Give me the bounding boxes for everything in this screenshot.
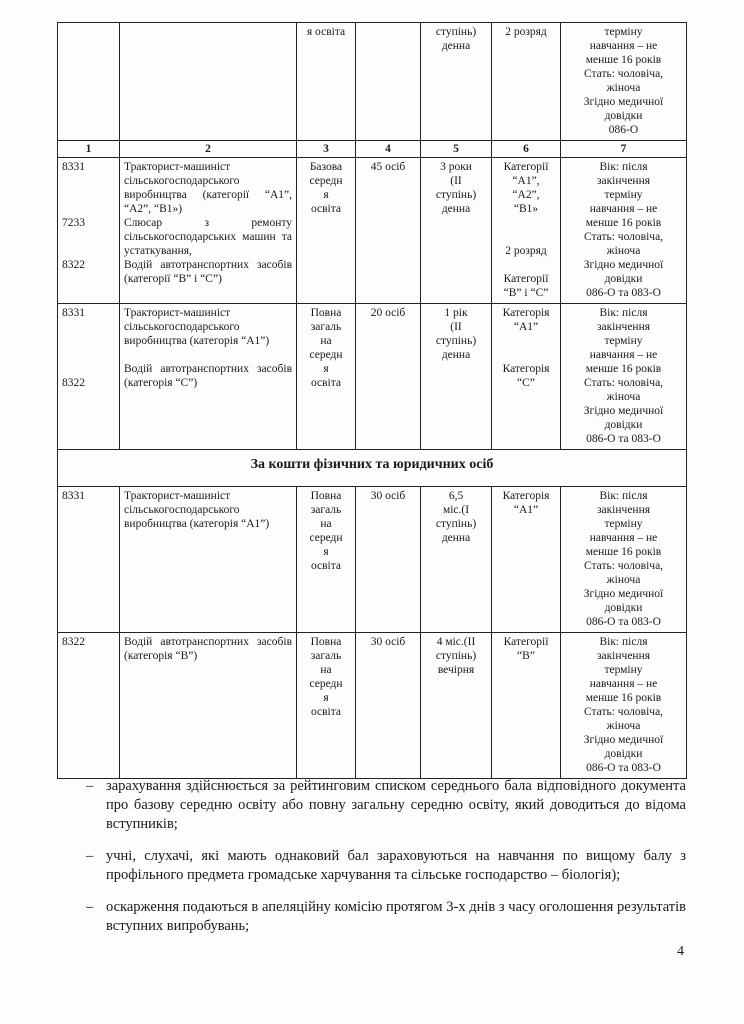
column-number: 2 [120, 141, 297, 158]
list-item: – оскарження подаються в апеляційну комісію протягом 3-х днів з часу оголошення результатів вступних випробувань; [86, 899, 686, 934]
table-row [58, 487, 687, 633]
count-cell: 30 осіб [356, 633, 421, 779]
table-row [58, 633, 687, 779]
qualification-cell: Категорії “В” [492, 633, 561, 779]
profession-cell: Тракторист-машиніст сільськогосподарського виробництва (категорії “А1”, “А2”, “В1») Слюсар з ремонту сільськогосподарських машин та устаткування, Водій автотранспортних засобів (категорії “В” і “С”) [120, 158, 297, 304]
column-number: 1 [58, 141, 120, 158]
dash-marker: – [86, 899, 94, 915]
list-item: – учні, слухачі, які мають однаковий бал зараховуються на навчання по вищому балу з профільного предмета громадське харчування та сільське господарство – біологія); [86, 848, 686, 883]
table-row [58, 23, 687, 141]
table-row [58, 158, 687, 304]
code-cell: 8331 7233 8322 [58, 158, 120, 304]
rules-list [86, 777, 686, 949]
list-item: – зарахування здійснюється за рейтинговим списком середнього бала відповідного документа про базову середню освіту або повну загальну середню освіту, який доводиться до відома вступників; [86, 778, 686, 832]
column-number: 7 [561, 141, 687, 158]
page-number: 4 [677, 944, 684, 959]
count-cell: 45 осіб [356, 158, 421, 304]
duration-cell: 4 міс.(ІІ ступінь) вечірня [421, 633, 492, 779]
dash-marker: – [86, 778, 94, 794]
section-row [58, 450, 687, 487]
requirements-cell: терміну навчання – не менше 16 років Стать: чоловіча, жіноча Згідно медичної довідки 086-О [561, 23, 687, 141]
column-number-row [58, 141, 687, 158]
requirements-cell: Вік: після закінчення терміну навчання – не менше 16 років Стать: чоловіча, жіноча Згідно медичної довідки 086-О та 083-О [561, 304, 687, 450]
duration-cell: 3 роки (ІІ ступінь) денна [421, 158, 492, 304]
profession-cell: Тракторист-машиніст сільськогосподарського виробництва (категорія “А1”) [120, 487, 297, 633]
education-cell: я освіта [297, 23, 356, 141]
profession-cell: Водій автотранспортних засобів (категорія “В”) [120, 633, 297, 779]
education-cell: Повна загаль на середн я освіта [297, 633, 356, 779]
profession-cell: Тракторист-машиніст сільськогосподарського виробництва (категорія “А1”) Водій автотранспортних засобів (категорія “С”) [120, 304, 297, 450]
column-number: 5 [421, 141, 492, 158]
column-number: 6 [492, 141, 561, 158]
column-number: 3 [297, 141, 356, 158]
duration-cell: 6,5 міс.(І ступінь) денна [421, 487, 492, 633]
column-number: 4 [356, 141, 421, 158]
count-cell: 20 осіб [356, 304, 421, 450]
section-title: За кошти фізичних та юридичних осіб [58, 450, 687, 487]
qualification-cell: Категорія “А1” [492, 487, 561, 633]
education-cell: Повна загаль на середн я освіта [297, 487, 356, 633]
requirements-cell: Вік: після закінчення терміну навчання – не менше 16 років Стать: чоловіча, жіноча Згідно медичної довідки 086-О та 083-О [561, 158, 687, 304]
code-cell: 8322 [58, 633, 120, 779]
dash-marker: – [86, 848, 94, 864]
requirements-cell: Вік: після закінчення терміну навчання – не менше 16 років Стать: чоловіча, жіноча Згідно медичної довідки 086-О та 083-О [561, 487, 687, 633]
qualification-cell: 2 розряд [492, 23, 561, 141]
requirements-cell: Вік: після закінчення терміну навчання – не менше 16 років Стать: чоловіча, жіноча Згідно медичної довідки 086-О та 083-О [561, 633, 687, 779]
count-cell: 30 осіб [356, 487, 421, 633]
code-cell: 8331 8322 [58, 304, 120, 450]
qualification-cell: Категорія “А1” Категорія “С” [492, 304, 561, 450]
duration-cell: 1 рік (ІІ ступінь) денна [421, 304, 492, 450]
education-cell: Повна загаль на середн я освіта [297, 304, 356, 450]
qualification-cell: Категорії “А1”, “А2”, “В1» 2 розряд Категорії “В” і “С” [492, 158, 561, 304]
duration-cell: ступінь) денна [421, 23, 492, 141]
table-row [58, 304, 687, 450]
education-cell: Базова середн я освіта [297, 158, 356, 304]
code-cell: 8331 [58, 487, 120, 633]
admission-table [57, 22, 687, 779]
